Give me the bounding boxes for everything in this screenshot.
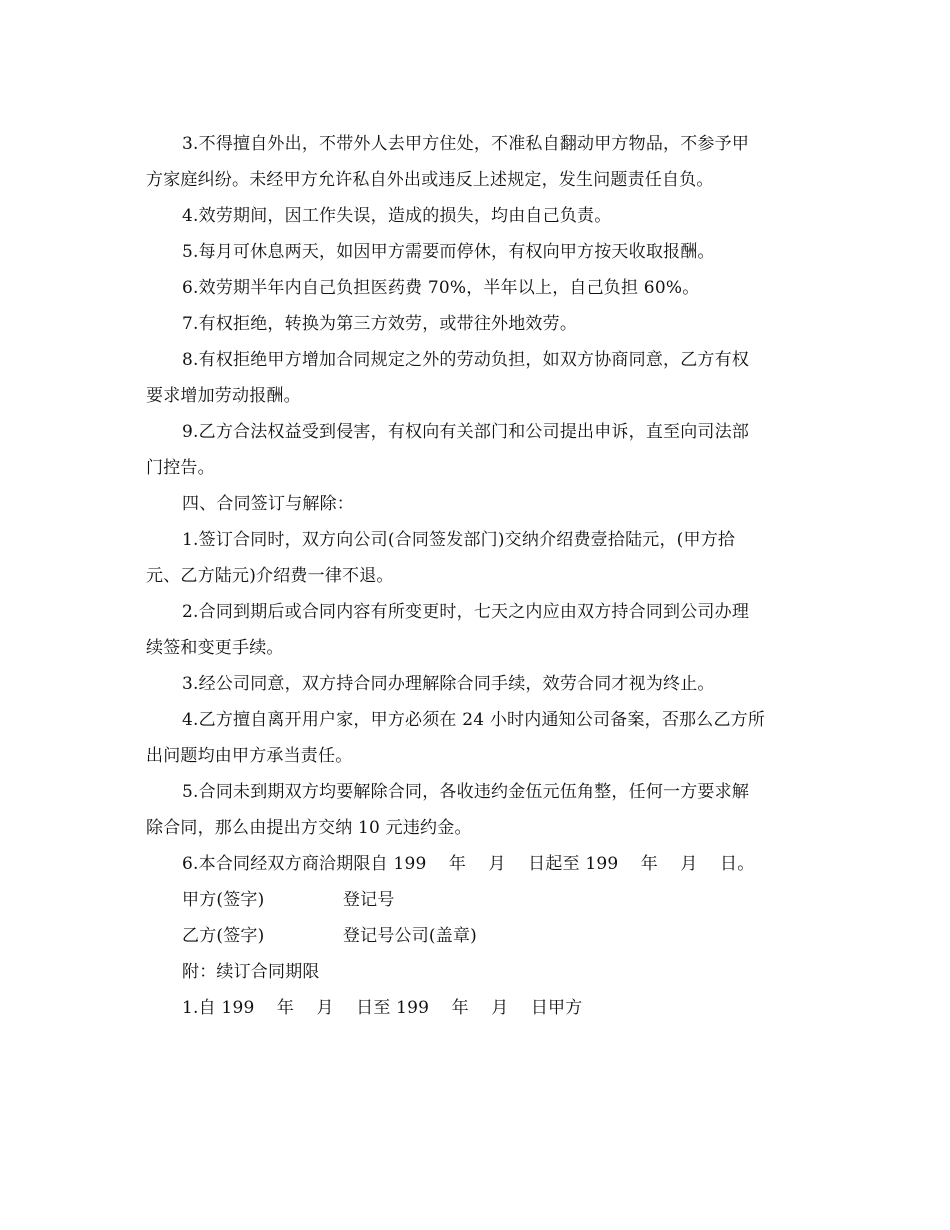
paragraph-line: 3.经公司同意，双方持合同办理解除合同手续，效劳合同才视为终止。 xyxy=(182,674,715,694)
signature-line-party-b: 乙方(签字) 登记号公司(盖章) xyxy=(182,926,477,946)
paragraph-line: 9.乙方合法权益受到侵害，有权向有关部门和公司提出申诉，直至向司法部 xyxy=(182,422,750,442)
paragraph-line: 6.本合同经双方商洽期限自 199 年 月 日起至 199 年 月 日。 xyxy=(182,854,755,874)
paragraph-line: 出问题均由甲方承当责任。 xyxy=(146,746,353,766)
paragraph-line: 8.有权拒绝甲方增加合同规定之外的劳动负担，如双方协商同意，乙方有权 xyxy=(182,350,750,370)
paragraph-line: 门控告。 xyxy=(146,458,215,478)
paragraph-line: 7.有权拒绝，转换为第三方效劳，或带往外地效劳。 xyxy=(182,314,578,334)
paragraph-line: 方家庭纠纷。未经甲方允许私自外出或违反上述规定，发生问题责任自负。 xyxy=(146,170,714,190)
signature-line-party-a: 甲方(签字) 登记号 xyxy=(182,890,395,910)
paragraph-line: 续签和变更手续。 xyxy=(146,638,284,658)
paragraph-line: 除合同，那么由提出方交纳 10 元违约金。 xyxy=(146,818,472,838)
paragraph-line: 2.合同到期后或合同内容有所变更时，七天之内应由双方持合同到公司办理 xyxy=(182,602,750,622)
paragraph-line: 6.效劳期半年内自己负担医药费 70%，半年以上，自己负担 60%。 xyxy=(182,278,700,298)
paragraph-line: 元、乙方陆元)介绍费一律不退。 xyxy=(146,566,394,586)
section-heading: 四、合同签订与解除： xyxy=(182,494,354,514)
paragraph-line: 1.签订合同时，双方向公司(合同签发部门)交纳介绍费壹拾陆元，(甲方拾 xyxy=(182,530,736,550)
paragraph-line: 5.合同未到期双方均要解除合同，各收违约金伍元伍角整，任何一方要求解 xyxy=(182,782,750,802)
paragraph-line: 要求增加劳动报酬。 xyxy=(146,386,301,406)
paragraph-line: 3.不得擅自外出，不带外人去甲方住处，不准私自翻动甲方物品，不参予甲 xyxy=(182,134,750,154)
paragraph-line: 5.每月可休息两天，如因甲方需要而停休，有权向甲方按天收取报酬。 xyxy=(182,242,715,262)
appendix-heading: 附：续订合同期限 xyxy=(182,962,320,982)
paragraph-line: 4.乙方擅自离开用户家，甲方必须在 24 小时内通知公司备案，否那么乙方所 xyxy=(182,710,766,730)
paragraph-line: 1.自 199 年 月 日至 199 年 月 日甲方 xyxy=(182,998,583,1018)
paragraph-line: 4.效劳期间，因工作失误，造成的损失，均由自己负责。 xyxy=(182,206,612,226)
